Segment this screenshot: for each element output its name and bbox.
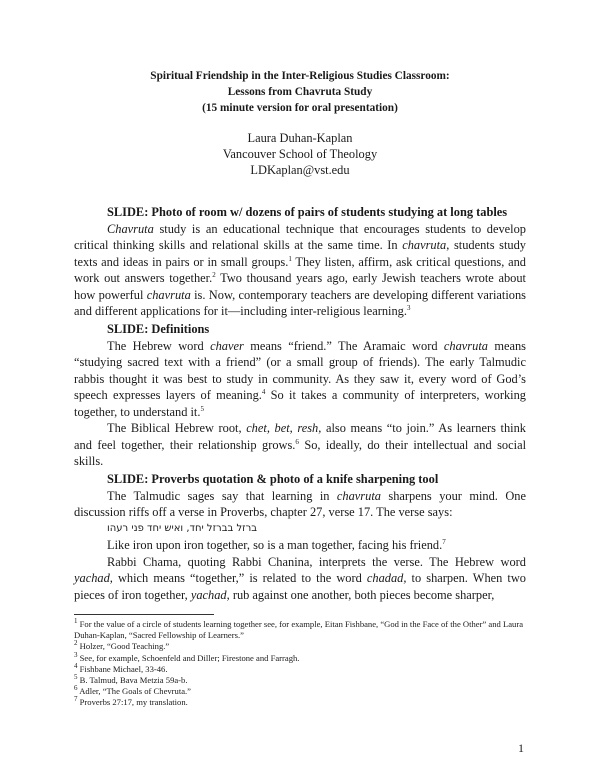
title-line-3: (15 minute version for oral presentation)	[202, 102, 398, 114]
footnote-separator	[74, 614, 214, 615]
footnote-ref-5: 5	[200, 404, 204, 413]
section-2-heading: SLIDE: Definitions	[107, 322, 210, 336]
footnote-ref-7: 7	[442, 537, 446, 546]
footnote-ref-1: 1	[288, 254, 292, 263]
footnote-ref-4: 4	[261, 387, 266, 396]
section-3-paragraph-1: The Talmudic sages say that learning in chavruta sharpens your mind. One discussion riffs off a verse in Proverbs, chapter 27, verse 17. The verse says:	[74, 488, 526, 519]
footnotes	[74, 619, 534, 709]
page-number: 1	[518, 741, 524, 755]
author-institution: Vancouver School of Theology	[222, 147, 378, 161]
author-email: LDKaplan@vst.edu	[250, 163, 350, 177]
footnote-ref-6: 6	[295, 437, 299, 446]
footnote: $^5$ B. Talmud, Bava Metzia 59a-b.	[74, 673, 188, 686]
section-2	[74, 321, 526, 470]
section-3-heading: SLIDE: Proverbs quotation & photo of a knife sharpening tool	[107, 472, 439, 486]
footnote: $^3$ See, for example, Schoenfeld and Diller; Firestone and Farragh.	[74, 650, 300, 663]
title-line-1: Spiritual Friendship in the Inter-Religious Studies Classroom:	[150, 70, 450, 82]
footnote: $^7$ Proverbs 27:17, my translation.	[74, 695, 188, 708]
section-1	[74, 204, 526, 320]
section-2-paragraph-1: The Hebrew word chaver means “friend.” The Aramaic word chavruta means “studying sacred text with a friend” (or a small group of friends). The early Talmudic rabbis thought it was best to study in community. As they saw it, every word of God’s speech expresses layers of meaning.$^4$ So it takes a community of interpreters, working together, to understand it.$^5$	[74, 338, 526, 419]
footnote: $^1$ For the value of a circle of students learning together see, for example, Eitan Fishbane, “God in the Face of the Other” and Laura Duhan-Kaplan, “Sacred Fellowship of Learners.”	[74, 617, 524, 641]
section-2-paragraph-2: The Biblical Hebrew root, chet, bet, resh, also means “to join.” As learners think and feel together, their relationship grows.$^6$ So, ideally, do their intellectual and social skills.	[74, 421, 527, 468]
footnote: $^6$ Adler, “The Goals of Chevruta.”	[74, 684, 191, 697]
title-line-2: Lessons from Chavruta Study	[227, 86, 373, 98]
section-1-paragraph: Chavruta study is an educational technique that encourages students to develop critical thinking skills and relational skills at the same time. In chavruta, students study texts and ideas in pairs or in small groups.$^1$ They listen, affirm, ask critical questions, and work out answers together.$^2$ Two thousand years ago, early Jewish teachers wrote about how powerful chavruta is. Now, contemporary teachers are developing different variations and different applications for it—including inter-religious learning.$^3$	[74, 221, 526, 318]
section-3-paragraph-2: Rabbi Chama, quoting Rabbi Chanina, interprets the verse. The Hebrew word yachad, which means “together,” is related to the word chadad, to sharpen. When two pieces of iron together, yachad, rub against one another, both pieces become sharper,	[74, 554, 526, 602]
footnote: $^2$ Holzer, “Good Teaching.”	[74, 639, 170, 652]
footnote-ref-3: 3	[406, 303, 411, 312]
footnote: $^4$ Fishbane Michael, 33-46.	[74, 661, 168, 674]
author-name: Laura Duhan-Kaplan	[247, 131, 353, 145]
hebrew-verse: ברזל בברזל יחד, ואיש יחד פני רעהו	[107, 522, 258, 534]
verse-translation: Like iron upon iron together, so is a man together, facing his friend.$^7$	[107, 537, 446, 552]
section-3	[74, 471, 526, 603]
section-1-heading: SLIDE: Photo of room w/ dozens of pairs of students studying at long tables	[107, 205, 508, 219]
footnote-ref-2: 2	[212, 270, 216, 279]
